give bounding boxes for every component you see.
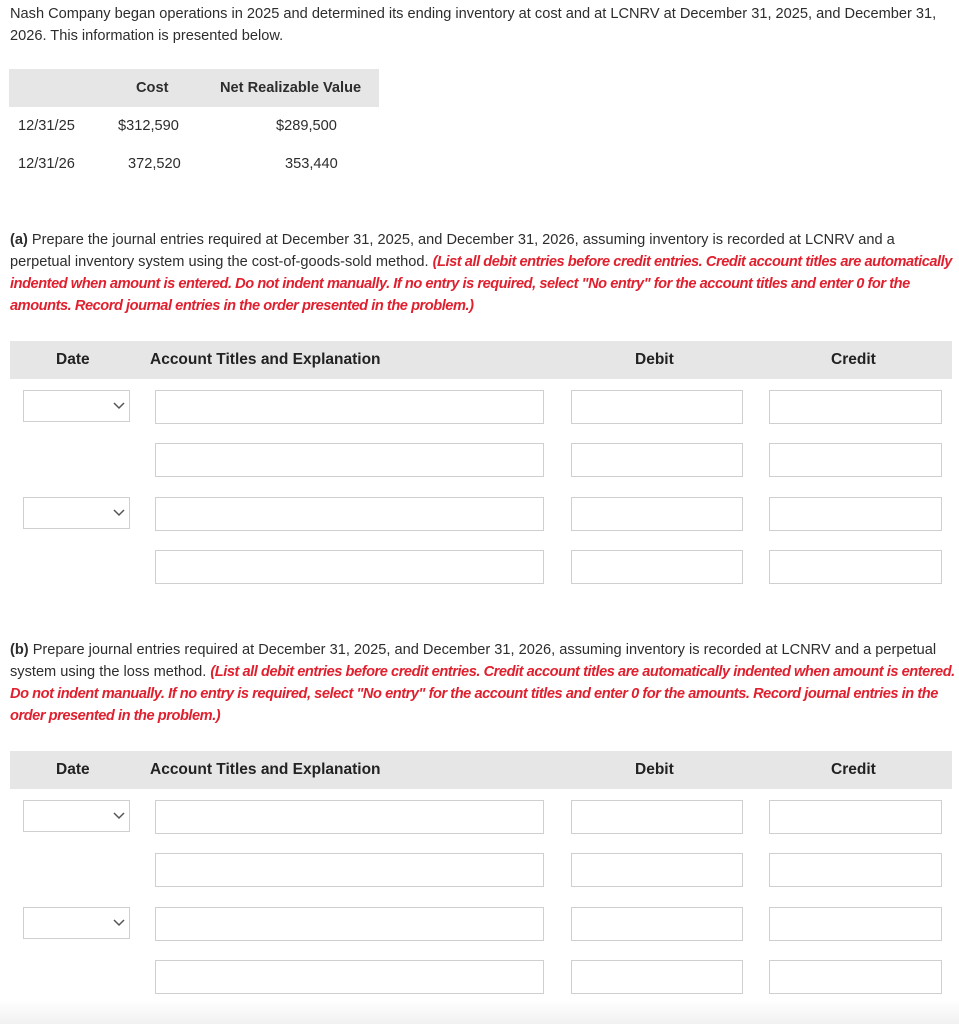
part-a-instructions: (List all debit entries before credit entries. Credit account titles are automatically indented when amount is entered. Do not indent manually. If no entry is required, select "No entry" for the account titles and enter 0 for the amounts. Record journal entries in the order presented in the problem.) xyxy=(10,254,952,314)
part-b-text: Prepare journal entries required at December 31, 2025, and December 31, 2026, assuming inventory is recorded at LCNRV and a perpetual system using the loss method. xyxy=(10,642,937,680)
journal-row xyxy=(0,800,959,834)
date-column-header: Date xyxy=(56,351,90,368)
date-column-header: Date xyxy=(56,761,90,778)
intro-text: Nash Company began operations in 2025 and determined its ending inventory at cost and at LCNRV at December 31, 2025, and December 31, 2026. This information is presented below. xyxy=(10,6,937,44)
journal-row xyxy=(0,960,959,994)
chevron-down-icon xyxy=(113,402,125,410)
debit-column-header: Debit xyxy=(635,761,674,778)
journal-row xyxy=(0,390,959,424)
credit-column-header: Credit xyxy=(831,351,876,368)
nrv-header: Net Realizable Value xyxy=(220,80,362,96)
row-date: 12/31/25 xyxy=(18,118,75,134)
date-select[interactable] xyxy=(23,800,130,832)
part-b-instructions: (List all debit entries before credit entries. Credit account titles are automatically indented when amount is entered. Do not indent manually. If no entry is required, select "No entry" for the account titles and enter 0 for the amounts. Record journal entries in the order presented in the problem.) xyxy=(10,664,955,724)
account-title-input[interactable] xyxy=(155,907,544,941)
debit-input[interactable] xyxy=(571,390,743,424)
account-title-input[interactable] xyxy=(155,390,544,424)
account-title-input[interactable] xyxy=(155,497,544,531)
chevron-down-icon xyxy=(113,812,125,820)
credit-input[interactable] xyxy=(769,550,942,584)
credit-input[interactable] xyxy=(769,853,942,887)
journal-row xyxy=(0,550,959,584)
debit-column-header: Debit xyxy=(635,351,674,368)
debit-input[interactable] xyxy=(571,907,743,941)
credit-input[interactable] xyxy=(769,443,942,477)
part-a-text: Prepare the journal entries required at December 31, 2025, and December 31, 2026, assuming inventory is recorded at LCNRV and a perpetual inventory system using the cost-of-goods-sold method. xyxy=(10,232,895,270)
date-select[interactable] xyxy=(23,497,130,529)
part-a-label: (a) xyxy=(10,232,28,248)
row-nrv: 353,440 xyxy=(285,156,338,172)
date-select[interactable] xyxy=(23,907,130,939)
debit-input[interactable] xyxy=(571,550,743,584)
debit-input[interactable] xyxy=(571,853,743,887)
journal-row xyxy=(0,443,959,477)
account-title-input[interactable] xyxy=(155,443,544,477)
journal-row xyxy=(0,853,959,887)
debit-input[interactable] xyxy=(571,443,743,477)
part-b-label: (b) xyxy=(10,642,29,658)
account-column-header: Account Titles and Explanation xyxy=(150,761,381,778)
page-bottom-edge xyxy=(0,1000,959,1024)
credit-input[interactable] xyxy=(769,800,942,834)
account-title-input[interactable] xyxy=(155,800,544,834)
journal-row xyxy=(0,907,959,941)
cost-header: Cost xyxy=(136,80,169,96)
row-cost: 372,520 xyxy=(128,156,181,172)
journal-header xyxy=(10,341,952,379)
row-cost: $312,590 xyxy=(118,118,179,134)
debit-input[interactable] xyxy=(571,800,743,834)
account-column-header: Account Titles and Explanation xyxy=(150,351,381,368)
journal-header xyxy=(10,751,952,789)
debit-input[interactable] xyxy=(571,497,743,531)
credit-input[interactable] xyxy=(769,907,942,941)
credit-input[interactable] xyxy=(769,390,942,424)
chevron-down-icon xyxy=(113,509,125,517)
part-b-prompt xyxy=(10,639,955,727)
date-select[interactable] xyxy=(23,390,130,422)
credit-column-header: Credit xyxy=(831,761,876,778)
credit-input[interactable] xyxy=(769,960,942,994)
account-title-input[interactable] xyxy=(155,960,544,994)
row-date: 12/31/26 xyxy=(18,156,75,172)
debit-input[interactable] xyxy=(571,960,743,994)
credit-input[interactable] xyxy=(769,497,942,531)
journal-row xyxy=(0,497,959,531)
account-title-input[interactable] xyxy=(155,550,544,584)
row-nrv: $289,500 xyxy=(276,118,337,134)
part-a-prompt xyxy=(10,229,955,317)
chevron-down-icon xyxy=(113,919,125,927)
account-title-input[interactable] xyxy=(155,853,544,887)
